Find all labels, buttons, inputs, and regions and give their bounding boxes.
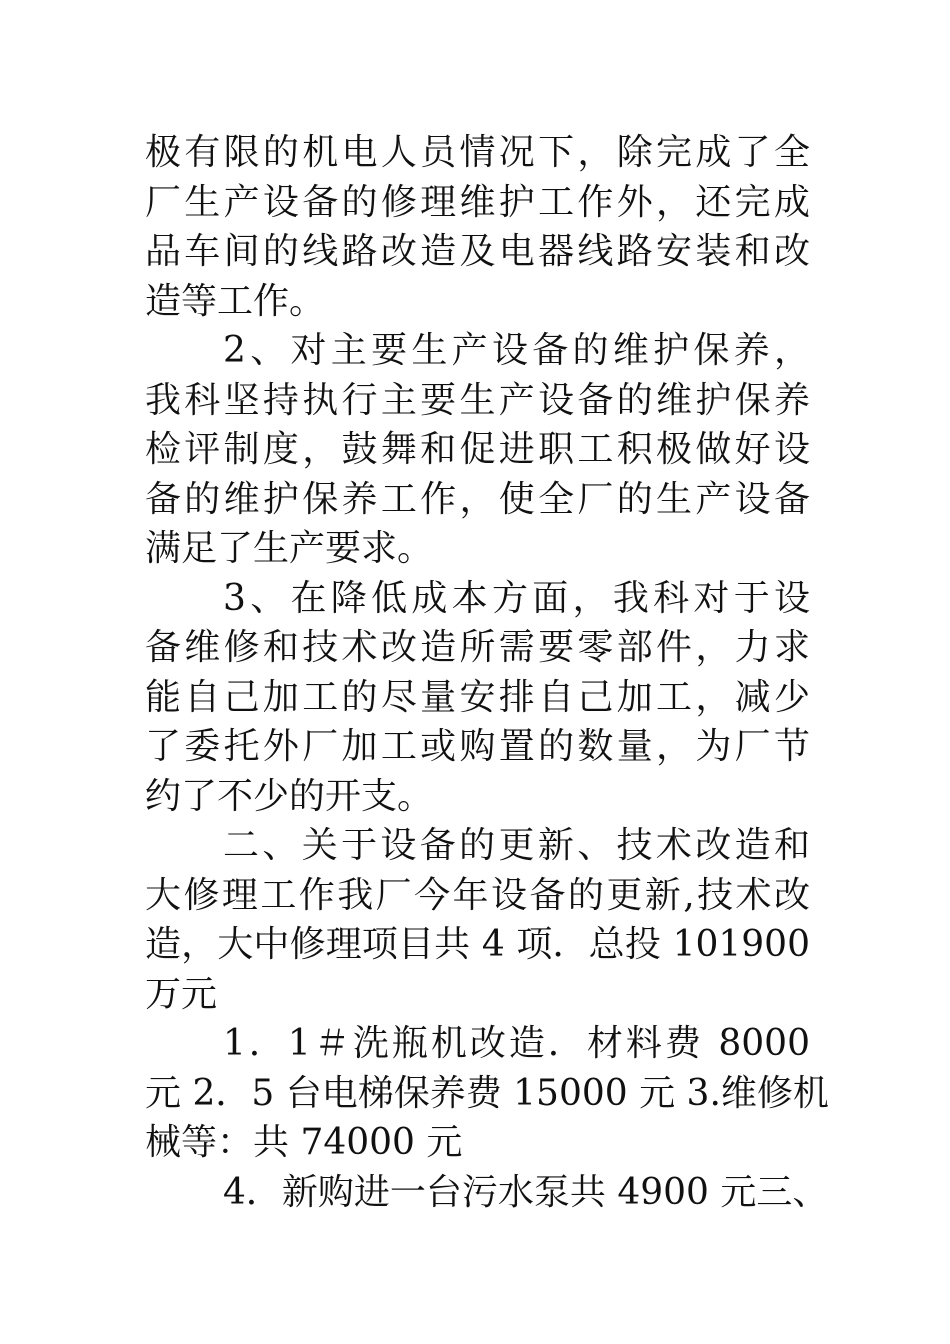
text-line: 元 2．5 台电梯保养费 15000 元 3.维修机 [145, 1072, 829, 1114]
text-line: 备的维护保养工作，使全厂的生产设备 [145, 478, 810, 520]
document-body [145, 128, 829, 1217]
text-line: 造等工作。 [145, 280, 326, 322]
paragraph-1 [145, 128, 810, 326]
text-line: 万元 [145, 973, 218, 1015]
text-line: 我科坚持执行主要生产设备的维护保养 [145, 379, 810, 421]
text-line: 满足了生产要求。 [145, 528, 434, 569]
paragraph-6 [145, 1168, 829, 1218]
text-line: 4．新购进一台污水泵共 4900 元三、 [223, 1171, 829, 1213]
text-line: 大修理工作我厂今年设备的更新,技术改 [145, 874, 810, 916]
text-line: 备维修和技术改造所需要零部件，力求 [145, 627, 810, 668]
paragraph-5 [145, 1019, 829, 1168]
paragraph-4 [145, 821, 810, 1019]
text-line: 3、在降低成本方面，我科对于设 [223, 577, 810, 619]
text-line: 约了不少的开支。 [145, 775, 434, 817]
text-line: 极有限的机电人员情况下，除完成了全 [145, 132, 810, 173]
text-line: 了委托外厂加工或购置的数量，为厂节 [145, 726, 810, 767]
text-line: 造，大中修理项目共 4 项．总投 101900 [145, 924, 810, 965]
text-line: 2、对主要生产设备的维护保养， [223, 330, 810, 371]
text-line: 检评制度，鼓舞和促进职工积极做好设 [145, 429, 810, 470]
text-line: 品车间的线路改造及电器线路安装和改 [145, 231, 810, 272]
text-line: 能自己加工的尽量安排自己加工，减少 [145, 676, 810, 718]
text-line: 械等：共 74000 元 [145, 1122, 463, 1163]
text-line: 1．1＃洗瓶机改造．材料费 8000 [223, 1023, 810, 1064]
paragraph-2 [145, 326, 810, 574]
paragraph-3 [145, 574, 810, 822]
text-line: 二、关于设备的更新、技术改造和 [223, 825, 810, 866]
text-line: 厂生产设备的修理维护工作外，还完成 [145, 181, 810, 223]
